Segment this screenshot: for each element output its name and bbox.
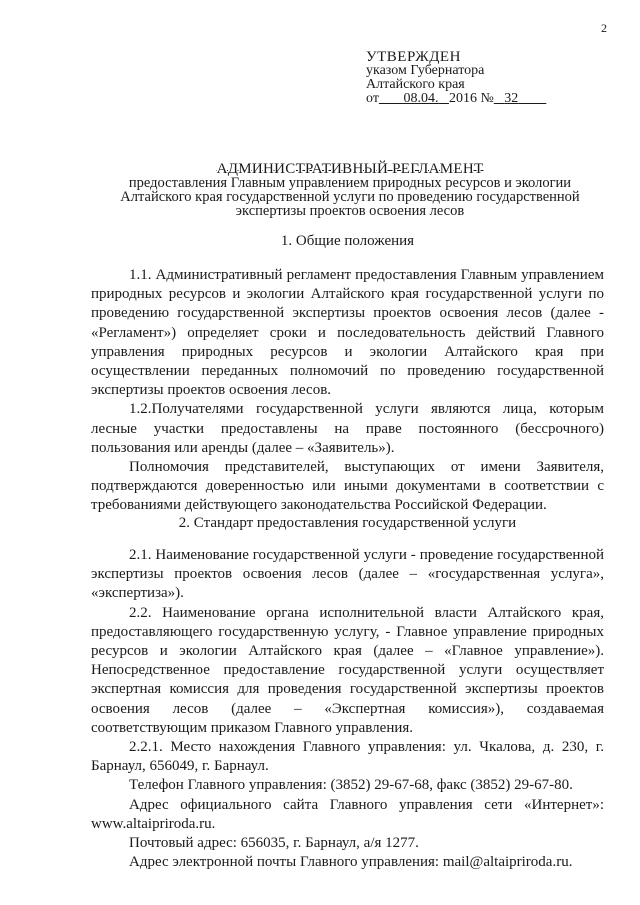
section-1-heading: 1. Общие положения — [280, 233, 415, 249]
website-line: Адрес официального сайта Главного управления сети «Интернет»: www.altaipriroda.ru. — [91, 796, 604, 832]
paragraph-2-2: 2.2. Наименование органа исполнительной власти Алтайского края, предоставляющего государственную услугу, - Главное управление природных ресурсов и экологии Алтайского края (далее – «Главное управление»). Непосредственное предоставление государственной услуги осуществляет экспертная комиссия для проведения государственной экспертизы проектов освоения лесов (далее – «Экспертная комиссия»), создаваемая соответствующим приказом Главного управления. — [91, 604, 604, 736]
approval-line-3: Алтайского края — [366, 77, 465, 92]
document-title-block — [90, 162, 610, 218]
section-2 — [91, 514, 604, 533]
section-1-body — [91, 266, 604, 516]
date-value: 08.04. — [403, 91, 439, 106]
paragraph-1-1: 1.1. Административный регламент предоставления Главным управлением природных ресурсов и экологии Алтайского края государственной услуги по проведению государственной экспертизы проектов освоения лесов (далее - «Регламент») определяет сроки и последовательность действий Главного управления природных ресурсов и экологии Алтайского края при осуществлении переданных полномочий по проведению государственной экспертизы проектов освоения лесов. — [91, 267, 604, 399]
paragraph-2-2-1: 2.2.1. Место нахождения Главного управления: ул. Чкалова, д. 230, г. Барнаул, 656049, г. Барнаул. — [91, 739, 604, 775]
section-1 — [91, 232, 604, 251]
approved-label: УТВЕРЖДЕН — [366, 49, 461, 65]
decree-number: 32 — [504, 91, 519, 106]
date-prefix: от — [366, 91, 379, 106]
document-subtitle-line-1: предоставления Главным управлением природных ресурсов и экологии — [128, 175, 572, 191]
paragraph-1-2: 1.2.Получателями государственной услуги являются лица, которым лесные участки предоставлены на праве постоянного (бессрочного) пользования или аренды (далее – «Заявитель»). — [91, 401, 604, 456]
year-label: 2016 № — [448, 91, 494, 106]
section-2-body — [91, 546, 604, 872]
email-line: Адрес электронной почты Главного управления: mail@altaipriroda.ru. — [129, 854, 573, 871]
paragraph-1-3: Полномочия представителей, выступающих от имени Заявителя, подтверждаются доверенностью или иными документами в соответствии с требованиями действующего законодательства Российской Федерации. — [91, 459, 604, 514]
postal-address-line: Почтовый адрес: 656035, г. Барнаул, а/я 1277. — [129, 835, 419, 852]
page-number: 2 — [601, 21, 607, 35]
document-subtitle-line-2: Алтайского края государственной услуги по проведению государственной — [120, 189, 580, 205]
paragraph-2-1: 2.1. Наименование государственной услуги - проведение государственной экспертизы проектов освоения лесов (далее – «государственная услуга», «экспертиза»). — [91, 547, 604, 602]
section-2-heading: 2. Стандарт предоставления государственной услуги — [178, 515, 517, 531]
approval-stamp — [366, 50, 546, 106]
phone-line: Телефон Главного управления: (3852) 29-67-68, факс (3852) 29-67-80. — [129, 777, 573, 794]
approval-line-2: указом Губернатора — [366, 63, 485, 78]
approval-date-line — [366, 92, 546, 106]
document-title: АДМИНИСТРАТИВНЫЙ РЕГЛАМЕНТ — [216, 161, 484, 177]
document-subtitle-line-3: экспертизы проектов освоения лесов — [235, 203, 465, 219]
